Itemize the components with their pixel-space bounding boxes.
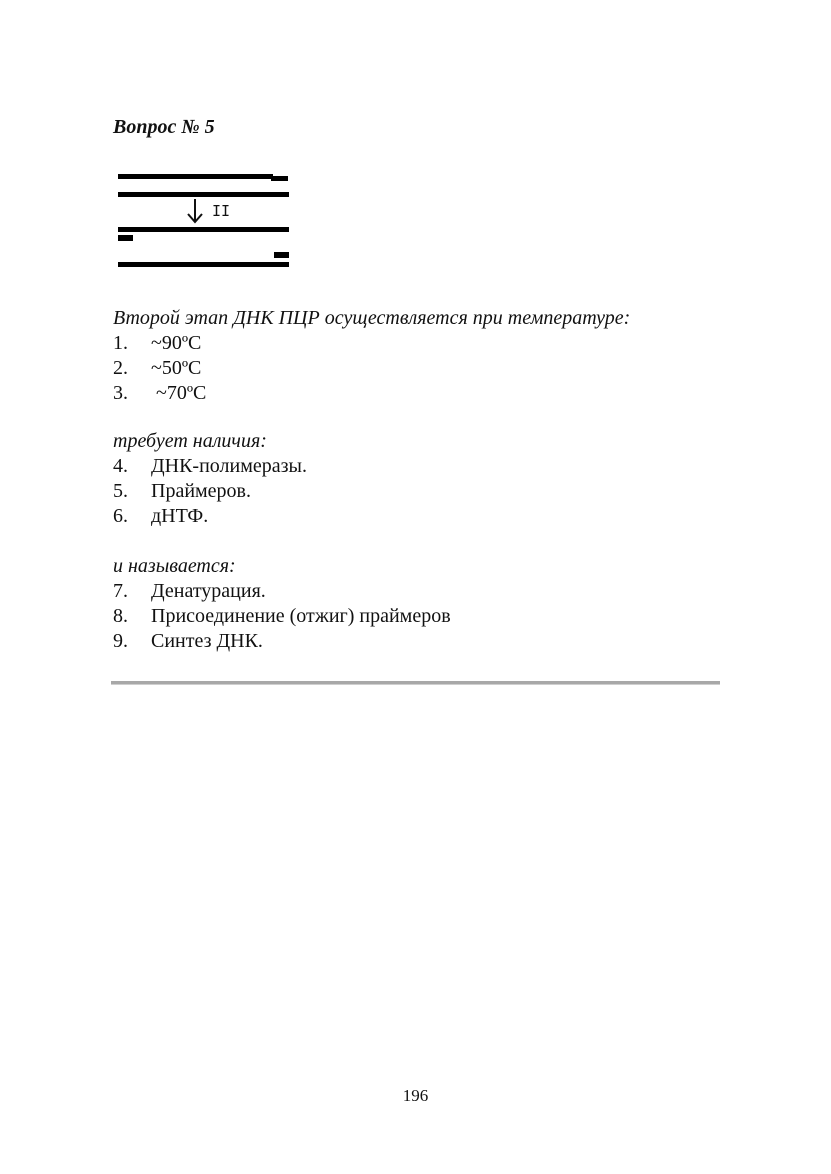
name-section	[113, 554, 733, 654]
option-text: Синтез ДНК.	[151, 630, 263, 652]
option-number: 6.	[113, 505, 128, 527]
temperature-prompt: Второй этап ДНК ПЦР осуществляется при температуре:	[113, 307, 631, 329]
list-item[interactable]	[113, 604, 733, 629]
option-text: ~70ºC	[151, 382, 207, 404]
list-item[interactable]	[113, 331, 733, 356]
option-number: 8.	[113, 605, 128, 627]
option-text: ~50ºC	[151, 357, 202, 379]
list-item[interactable]	[113, 479, 733, 504]
list-item[interactable]	[113, 381, 733, 406]
page-number: 196	[402, 1086, 429, 1105]
option-number: 7.	[113, 580, 128, 602]
option-number: 5.	[113, 480, 128, 502]
list-item[interactable]	[113, 629, 733, 654]
pcr-stage-diagram	[113, 168, 298, 276]
list-item[interactable]	[113, 454, 733, 479]
option-number: 2.	[113, 357, 128, 379]
question-title: Вопрос № 5	[113, 116, 215, 138]
option-number: 4.	[113, 455, 128, 477]
down-arrow-icon	[186, 198, 204, 224]
primer-left	[118, 235, 133, 241]
primer-right	[274, 252, 289, 258]
option-text: Денатурация.	[151, 580, 266, 602]
option-text: Присоединение (отжиг) праймеров	[151, 605, 451, 627]
list-item[interactable]	[113, 356, 733, 381]
requires-section	[113, 429, 733, 529]
list-item[interactable]	[113, 579, 733, 604]
option-text: дНТФ.	[151, 505, 209, 527]
stage-label: II	[212, 202, 231, 220]
option-text: ~90ºC	[151, 332, 202, 354]
list-item[interactable]	[113, 504, 733, 529]
temperature-section	[113, 306, 733, 406]
name-prompt: и называется:	[113, 555, 236, 577]
dna-strand-bottom-upper	[118, 227, 289, 232]
option-number: 3.	[113, 382, 128, 404]
dna-strand-top-lower	[118, 192, 289, 197]
temperature-options	[113, 331, 733, 406]
option-number: 1.	[113, 332, 128, 354]
requires-options	[113, 454, 733, 529]
requires-prompt: требует наличия:	[113, 430, 267, 452]
option-number: 9.	[113, 630, 128, 652]
option-text: Праймеров.	[151, 480, 251, 502]
section-divider	[111, 681, 720, 685]
name-options	[113, 579, 733, 654]
dna-strand-top-upper-end	[271, 176, 288, 181]
dna-strand-top-upper	[118, 174, 273, 179]
option-text: ДНК-полимеразы.	[151, 455, 307, 477]
dna-strand-bottom-lower	[118, 262, 289, 267]
